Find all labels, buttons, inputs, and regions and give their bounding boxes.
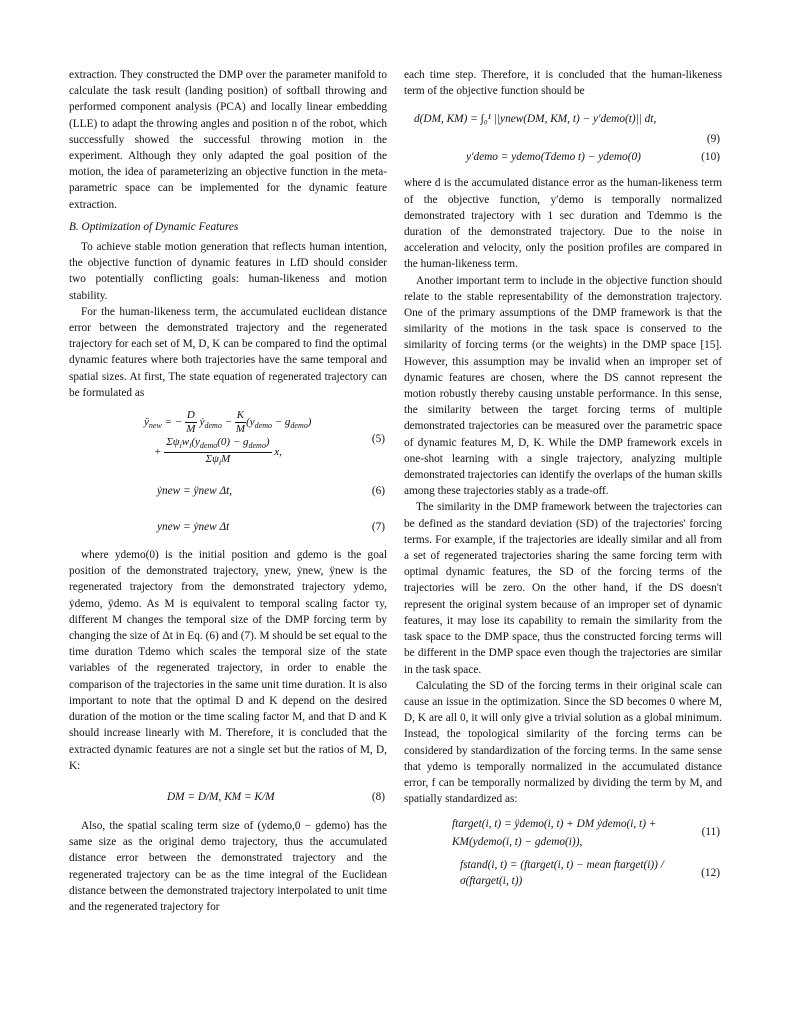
equation-12-number: (12) — [701, 867, 720, 880]
equation-11 — [404, 815, 722, 851]
section-title: B. Optimization of Dynamic Features — [69, 220, 239, 233]
left-paragraph-4: where ydemo(0) is the initial position and gdemo is the goal position of the demonstrated trajectory, ynew, ẏnew, ÿnew is the regenerated trajectory from the demonstrated trajectory ydemo, ẏdemo, ÿdemo. As M is equivalent to temporal scaling factor τy, different M changes the temporal size of the DMP forcing term by changing the size of Δt in Eq. (6) and (7). M should be set equal to the time duration Tdemo which scales the temporal size of the state variables of the regenerated trajectory, in order to enable the comparison of the trajectories in the same unit time duration. It is also important to note that the optimal D and K depend on the desired duration of the motion or the time scaling factor M, and that D and K should increase linearly with M. Therefore, it is concluded that the extracted dynamic features are not a single set but the ratios of M, D, K: — [69, 549, 387, 772]
equation-9-number: (9) — [706, 133, 720, 146]
equation-12 — [404, 857, 722, 891]
left-paragraph-5: Also, the spatial scaling term size of (ydemo,0 − gdemo) has the same size as the original demo trajectory, thus the accumulated distance error between the demonstrated trajectory and the regenerated trajectory can be as the time integral of the Euclidean distance between the demonstrated trajectory interpolated to unit time and the regenerated trajectory for — [69, 819, 387, 913]
equation-6-text: ẏnew = ÿnew Δt, — [157, 485, 233, 498]
equation-10-number: (10) — [701, 151, 720, 164]
right-column — [404, 67, 722, 891]
equation-5-number: (5) — [371, 433, 385, 446]
equation-10 — [404, 149, 722, 167]
equation-9-text: d(DM, KM) = ∫₀¹ ||ynew(DM, KM, t) − y′demo(t)|| dt, — [414, 113, 657, 126]
equation-8-text: DM = D/M, KM = K/M — [167, 790, 275, 803]
equation-6-number: (6) — [371, 485, 385, 498]
equation-5-display: $ÿ_{new}$ = − $\frac{D}{M}$ ẏ$_{demo}$ − $\frac{K}{M}$ $(y_{demo} - g_{demo})$ — [144, 409, 312, 436]
right-paragraph-1: each time step. Therefore, it is concluded that the human-likeness term of the objective function should be — [404, 69, 722, 98]
equation-7 — [69, 519, 387, 535]
equation-11-text: ftarget(i, t) = ÿdemo(i, t) + DM ẏdemo(i, t) + KM(ydemo(i, t) − gdemo(i)), — [452, 818, 657, 849]
equation-6 — [69, 483, 387, 499]
equation-10-text: y′demo = ydemo(Tdemo t) − ydemo(0) — [466, 151, 641, 164]
right-paragraph-3: Another important term to include in the objective function should relate to the stable representability of the demonstration trajectory. One of the primary assumptions of the DMP framework is that the similarity of the motions in the task space is conserved to the similarity of forcing terms (or the weights) in the DMP space [15]. However, this assumption may be invalid when an improper set of dynamic features are chosen, where the DS cannot represent the motion robustly thereby causing unstable performance. In this sense, the similarity between the target forcing terms of multiple demonstrated trajectories can be measured over the parametric space of dynamic features M, D, K. While the DMP framework excels in one-shot learning with a single trajectory, analyzing multiple demonstrated trajectories can identify the overlaps of the human skills among these trajectories stably as a trade-off. — [404, 274, 722, 498]
equation-7-number: (7) — [371, 521, 385, 534]
right-paragraph-2: where d is the accumulated distance error as the human-likeness term of the objective function, y′demo is temporally normalized demonstrated trajectory with 1 sec duration and Tdemmo is the duration of the demonstrated trajectory. Due to the noise in acceleration and velocity, only the position profiles are compared in the human-likeness term. — [404, 177, 722, 271]
left-column — [69, 67, 387, 915]
right-paragraph-5: Calculating the SD of the forcing terms in their original scale can cause an issue in the optimization. Since the SD becomes 0 where M, D, K are all 0, it will only give a trivial solution as a global minimum. Instead, the topological similarity of the forcing terms can be considered by standardization of the forcing terms. In the same sense that ydemo is temporally normalized in the accumulated distance error, f can be temporally normalized by dividing the term by M, and spatially standardized as: — [404, 679, 722, 806]
equation-8-number: (8) — [371, 790, 385, 803]
equation-8 — [69, 782, 387, 812]
equation-12-text: fstand(i, t) = (ftarget(i, t) − mean ftarget(i)) / σ(ftarget(i, t)) — [460, 859, 664, 888]
left-paragraph-1: extraction. They constructed the DMP over the parameter manifold to calculate the task result (landing position) of softball throwing and performed component analysis (PCA) and locally linear embedding (LLE) to adapt the throwing angles and position n of the robot, which successfully showed the successful throwing motion in the experiment. Although they only adapted the goal position of the motion, the idea of parameterizing an objective function in the meta-parametric space can be implemented for the dynamic feature extraction. — [69, 69, 387, 211]
right-paragraph-4: The similarity in the DMP framework between the trajectories can be defined as the standard deviation (SD) of the trajectories' forcing terms. For example, if the trajectories are ideally similar and all from a set of regenerated trajectories sharing the same forcing term with optimal dynamic features, the SD of the forcing terms of the trajectories will be zero. On the other hand, if the DS doesn't represent the original system because of an improper set of dynamic features, it may lose its capability to remain the similarity from the task space to the DMP space, thus the constructed forcing terms will be different in the DMP space even though the trajectories are similar in the task space. — [404, 501, 722, 676]
equation-5: $ÿ_{new}$ = − $\frac{D}{M}$ ẏ$_{demo}$ − $\frac{K}{M}$ $(y_{demo} - g_{demo})$ + $\Sigma\psi_iw_i(y_{demo}(0) - g_{demo})$ $\Sigma\psi_iM$ x, (5) — [144, 409, 385, 468]
equation-9 — [404, 107, 722, 147]
equation-11-number: (11) — [701, 826, 720, 839]
left-paragraph-2: To achieve stable motion generation that reflects human intention, the objective function of dynamic features in LfD should consider two potentially conflicting goals: human-likeness and motion stability. — [69, 241, 387, 302]
equation-7-text: ynew = ẏnew Δt — [157, 521, 230, 534]
left-paragraph-3: For the human-likeness term, the accumulated euclidean distance error between the demonstrated trajectory and the regenerated trajectory for each set of M, D, K can be compared to find the optimal dynamic features where both trajectories have the same temporal and spatial sizes. At first, The state equation of regenerated trajectory can be formulated as — [69, 305, 387, 399]
